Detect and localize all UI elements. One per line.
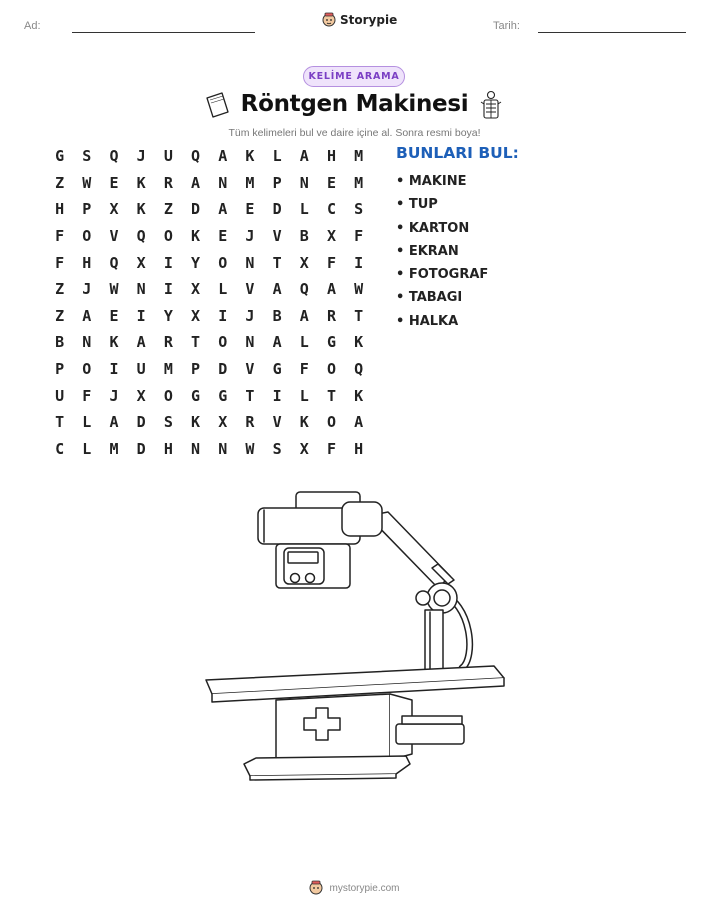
grid-cell: H (354, 439, 364, 458)
grid-row (46, 276, 380, 303)
xray-machine-illustration (200, 488, 510, 788)
page-title: Röntgen Makinesi (240, 91, 469, 117)
grid-cell: G (272, 360, 282, 379)
grid-cell: H (326, 147, 336, 166)
grid-cell: O (326, 413, 336, 432)
grid-cell: S (354, 200, 364, 219)
grid-cell: F (55, 253, 65, 272)
grid-cell: B (299, 227, 309, 246)
grid-cell: M (163, 360, 173, 379)
grid-cell: U (55, 386, 65, 405)
grid-cell: B (272, 306, 282, 325)
grid-cell: D (191, 200, 201, 219)
grid-cell: P (272, 173, 282, 192)
grid-cell: E (326, 173, 336, 192)
grid-row (46, 356, 380, 383)
grid-cell: K (299, 413, 309, 432)
grid-cell: R (326, 306, 336, 325)
grid-cell: N (245, 333, 255, 352)
grid-cell: L (299, 386, 309, 405)
category-badge: KELİME ARAMA (303, 66, 405, 87)
grid-cell: P (82, 200, 92, 219)
grid-cell: L (82, 439, 92, 458)
grid-cell: X (136, 386, 146, 405)
word-list (396, 170, 488, 333)
grid-cell: T (272, 253, 282, 272)
grid-cell: V (272, 413, 282, 432)
grid-cell: N (218, 439, 228, 458)
name-line (72, 32, 255, 33)
storypie-mascot-icon (309, 880, 323, 896)
grid-cell: A (299, 306, 309, 325)
grid-cell: Z (55, 173, 65, 192)
grid-cell: F (354, 227, 364, 246)
date-label: Tarih: (493, 20, 520, 32)
grid-cell: Q (109, 147, 119, 166)
grid-cell: L (299, 200, 309, 219)
grid-cell: I (354, 253, 364, 272)
brand-name: Storypie (340, 13, 398, 27)
grid-cell: N (218, 173, 228, 192)
word-list-item: • MAKINE (396, 174, 467, 189)
grid-cell: K (354, 333, 364, 352)
word-list-title: BUNLARI BUL: (396, 144, 519, 162)
brand-logo (322, 12, 397, 28)
grid-cell: G (218, 386, 228, 405)
grid-cell: D (272, 200, 282, 219)
grid-cell: S (163, 413, 173, 432)
grid-cell: U (163, 147, 173, 166)
grid-cell: F (326, 253, 336, 272)
grid-cell: T (245, 386, 255, 405)
instructions: Tüm kelimeleri bul ve daire içine al. Sonra resmi boya! (228, 127, 481, 139)
grid-cell: D (136, 439, 146, 458)
grid-cell: O (218, 333, 228, 352)
grid-row (46, 143, 380, 170)
grid-cell: A (272, 333, 282, 352)
grid-cell: A (82, 306, 92, 325)
grid-cell: E (218, 227, 228, 246)
grid-cell: N (82, 333, 92, 352)
grid-row (46, 249, 380, 276)
grid-row (46, 223, 380, 250)
grid-cell: K (109, 333, 119, 352)
grid-row (46, 382, 380, 409)
grid-row (46, 329, 380, 356)
grid-cell: X (136, 253, 146, 272)
grid-cell: R (163, 333, 173, 352)
grid-cell: C (326, 200, 336, 219)
skeleton-doodle-icon (476, 90, 506, 122)
grid-cell: J (136, 147, 146, 166)
grid-cell: G (191, 386, 201, 405)
grid-cell: B (55, 333, 65, 352)
grid-cell: A (218, 147, 228, 166)
grid-cell: K (191, 413, 201, 432)
grid-cell: A (191, 173, 201, 192)
grid-cell: M (354, 173, 364, 192)
footer-site: mystorypie.com (329, 882, 400, 894)
grid-cell: O (218, 253, 228, 272)
grid-cell: Q (109, 253, 119, 272)
grid-cell: M (245, 173, 255, 192)
grid-cell: L (218, 280, 228, 299)
grid-row (46, 196, 380, 223)
grid-row (46, 170, 380, 197)
grid-cell: H (82, 253, 92, 272)
grid-cell: J (109, 386, 119, 405)
grid-cell: G (55, 147, 65, 166)
word-list-item: • HALKA (396, 313, 459, 329)
grid-cell: N (299, 173, 309, 192)
grid-cell: R (245, 413, 255, 432)
grid-cell: Q (354, 360, 364, 379)
grid-cell: X (109, 200, 119, 219)
grid-cell: P (191, 360, 201, 379)
grid-cell: A (218, 200, 228, 219)
word-list-item: • KARTON (396, 220, 470, 236)
grid-row (46, 409, 380, 436)
grid-cell: T (191, 333, 201, 352)
grid-cell: Z (55, 306, 65, 325)
grid-cell: F (55, 227, 65, 246)
grid-cell: D (136, 413, 146, 432)
grid-cell: L (299, 333, 309, 352)
grid-cell: J (245, 306, 255, 325)
grid-cell: K (136, 173, 146, 192)
grid-cell: L (82, 413, 92, 432)
grid-cell: J (245, 227, 255, 246)
grid-cell: E (109, 173, 119, 192)
grid-cell: O (163, 227, 173, 246)
grid-cell: M (354, 147, 364, 166)
grid-cell: F (326, 439, 336, 458)
grid-cell: D (218, 360, 228, 379)
grid-cell: F (82, 386, 92, 405)
grid-cell: K (191, 227, 201, 246)
grid-cell: F (299, 360, 309, 379)
grid-cell: Y (191, 253, 201, 272)
grid-cell: X (218, 413, 228, 432)
grid-cell: C (55, 439, 65, 458)
grid-cell: O (82, 227, 92, 246)
grid-cell: L (272, 147, 282, 166)
grid-cell: H (55, 200, 65, 219)
grid-cell: X (191, 280, 201, 299)
grid-cell: V (245, 280, 255, 299)
grid-cell: I (218, 306, 228, 325)
word-search-grid (46, 143, 380, 462)
grid-cell: I (272, 386, 282, 405)
grid-cell: N (245, 253, 255, 272)
grid-cell: Q (191, 147, 201, 166)
grid-cell: E (109, 306, 119, 325)
grid-cell: T (55, 413, 65, 432)
grid-cell: G (326, 333, 336, 352)
grid-cell: A (136, 333, 146, 352)
grid-cell: U (136, 360, 146, 379)
grid-row (46, 303, 380, 330)
date-line (538, 32, 686, 33)
grid-cell: Z (55, 280, 65, 299)
grid-cell: I (163, 280, 173, 299)
footer (0, 880, 709, 896)
grid-cell: Z (163, 200, 173, 219)
grid-cell: A (299, 147, 309, 166)
grid-cell: V (109, 227, 119, 246)
word-list-item: • TUP (396, 197, 438, 213)
grid-cell: T (326, 386, 336, 405)
grid-cell: W (245, 439, 255, 458)
grid-cell: N (191, 439, 201, 458)
grid-cell: W (82, 173, 92, 192)
grid-cell: Q (136, 227, 146, 246)
storypie-mascot-icon (322, 12, 336, 28)
grid-cell: I (163, 253, 173, 272)
grid-cell: I (109, 360, 119, 379)
grid-cell: W (354, 280, 364, 299)
grid-cell: T (354, 306, 364, 325)
grid-cell: X (191, 306, 201, 325)
grid-cell: A (354, 413, 364, 432)
grid-cell: I (136, 306, 146, 325)
grid-cell: S (82, 147, 92, 166)
grid-cell: H (163, 439, 173, 458)
grid-cell: K (136, 200, 146, 219)
grid-cell: X (299, 253, 309, 272)
grid-cell: A (326, 280, 336, 299)
grid-cell: V (272, 227, 282, 246)
grid-cell: R (163, 173, 173, 192)
grid-cell: E (245, 200, 255, 219)
grid-cell: O (82, 360, 92, 379)
grid-cell: S (272, 439, 282, 458)
grid-cell: V (245, 360, 255, 379)
grid-row (46, 436, 380, 463)
grid-cell: N (136, 280, 146, 299)
grid-cell: X (326, 227, 336, 246)
grid-cell: K (245, 147, 255, 166)
grid-cell: X (299, 439, 309, 458)
grid-cell: P (55, 360, 65, 379)
grid-cell: J (82, 280, 92, 299)
word-list-item: • FOTOGRAF (396, 267, 489, 283)
grid-cell: Q (299, 280, 309, 299)
name-label: Ad: (24, 20, 41, 32)
grid-cell: Y (163, 306, 173, 325)
grid-cell: A (272, 280, 282, 299)
grid-cell: O (326, 360, 336, 379)
grid-cell: W (109, 280, 119, 299)
word-list-item: • EKRAN (396, 243, 459, 259)
grid-cell: K (354, 386, 364, 405)
grid-cell: M (109, 439, 119, 458)
word-list-item: • TABAGI (396, 290, 463, 306)
grid-cell: A (109, 413, 119, 432)
grid-cell: O (163, 386, 173, 405)
